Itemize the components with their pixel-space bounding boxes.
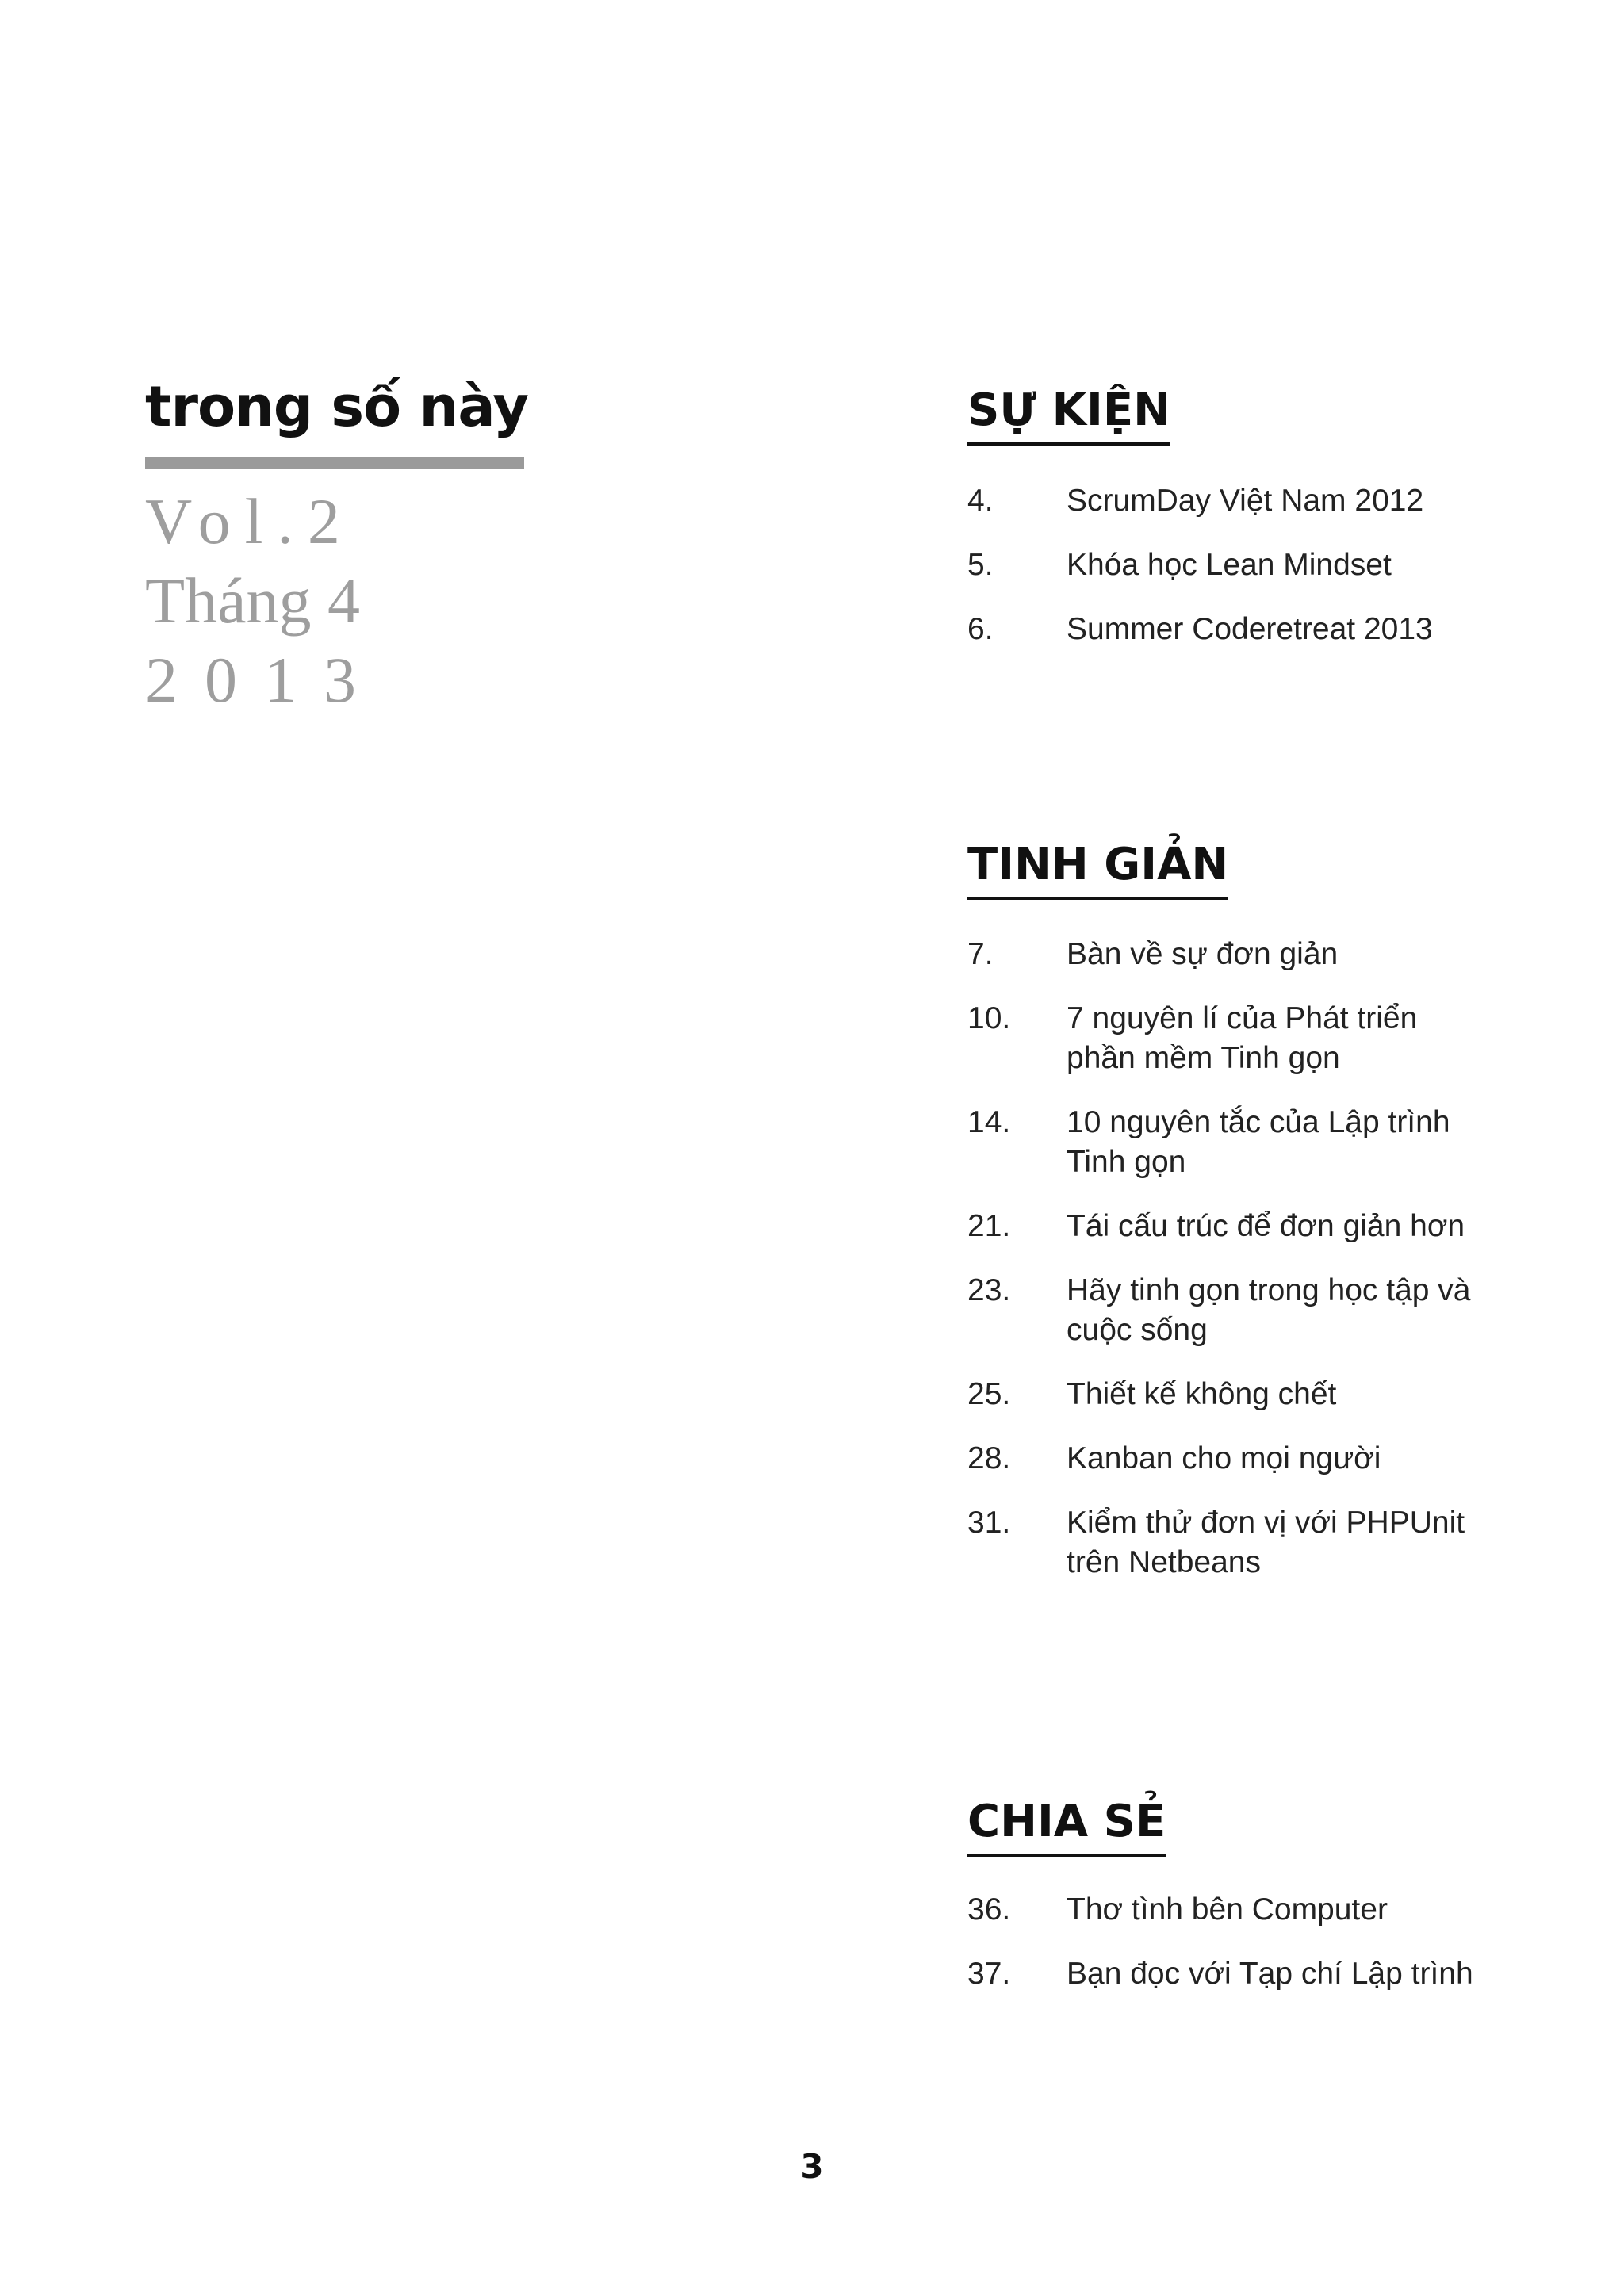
- issue-volume: Vol.2: [145, 485, 354, 557]
- toc-page-number: 7.: [967, 937, 994, 971]
- toc-page-number: 10.: [967, 1001, 1011, 1035]
- toc-item[interactable]: [967, 1890, 1491, 1930]
- toc-item[interactable]: [967, 610, 1491, 649]
- toc-entry-title: Hãy tinh gọn trong học tập và cuộc sống: [1067, 1273, 1471, 1347]
- toc-item[interactable]: [967, 935, 1491, 974]
- toc-entry-title: Thiết kế không chết: [1067, 1377, 1337, 1411]
- toc-item[interactable]: [967, 1439, 1491, 1479]
- toc-entry-title: 7 nguyên lí của Phát triển phần mềm Tinh gọn: [1067, 1001, 1418, 1075]
- toc-entry-title: Kanban cho mọi người: [1067, 1441, 1381, 1475]
- toc-list-tinh-gian: [967, 935, 1491, 1607]
- toc-page-number: 5.: [967, 548, 994, 582]
- toc-entry-title: ScrumDay Việt Nam 2012: [1067, 484, 1424, 518]
- toc-item[interactable]: [967, 1954, 1491, 1994]
- toc-item[interactable]: [967, 481, 1491, 521]
- toc-item[interactable]: [967, 1503, 1491, 1582]
- page-number: 3: [800, 2147, 824, 2186]
- toc-item[interactable]: [967, 545, 1491, 585]
- toc-page-number: 14.: [967, 1105, 1011, 1139]
- toc-page-number: 28.: [967, 1441, 1011, 1475]
- toc-page-number: 23.: [967, 1273, 1011, 1307]
- toc-page-number: 31.: [967, 1506, 1011, 1540]
- toc-item[interactable]: [967, 1375, 1491, 1414]
- toc-item[interactable]: [967, 999, 1491, 1078]
- toc-list-su-kien: [967, 481, 1491, 674]
- section-heading-chia-se: CHIA SẺ: [967, 1800, 1166, 1857]
- toc-entry-title: Khóa học Lean Mindset: [1067, 548, 1392, 582]
- toc-page-number: 21.: [967, 1209, 1011, 1243]
- toc-entry-title: Thơ tình bên Computer: [1067, 1892, 1388, 1927]
- toc-page-number: 25.: [967, 1377, 1011, 1411]
- title-underline-bar: [145, 457, 524, 469]
- toc-page-number: 6.: [967, 612, 994, 646]
- toc-page-number: 37.: [967, 1957, 1011, 1991]
- section-heading-tinh-gian: TINH GIẢN: [967, 843, 1228, 900]
- toc-list-chia-se: [967, 1890, 1491, 2019]
- toc-entry-title: Summer Coderetreat 2013: [1067, 612, 1433, 646]
- toc-item[interactable]: [967, 1271, 1491, 1350]
- page-title: trong số này: [145, 374, 529, 439]
- toc-item[interactable]: [967, 1103, 1491, 1182]
- issue-info: [145, 482, 383, 720]
- toc-item[interactable]: [967, 1207, 1491, 1246]
- toc-entry-title: 10 nguyên tắc của Lập trình Tinh gọn: [1067, 1105, 1450, 1179]
- toc-entry-title: Tái cấu trúc để đơn giản hơn: [1067, 1209, 1465, 1243]
- toc-entry-title: Kiểm thử đơn vị với PHPUnit trên Netbeans: [1067, 1506, 1465, 1579]
- toc-entry-title: Bàn về sự đơn giản: [1067, 937, 1339, 971]
- toc-page-number: 4.: [967, 484, 994, 518]
- toc-page-number: 36.: [967, 1892, 1011, 1927]
- issue-month: Tháng 4: [145, 564, 360, 637]
- toc-entry-title: Bạn đọc với Tạp chí Lập trình: [1067, 1957, 1473, 1991]
- issue-year: 2013: [145, 644, 383, 716]
- section-heading-su-kien: SỰ KIỆN: [967, 388, 1170, 446]
